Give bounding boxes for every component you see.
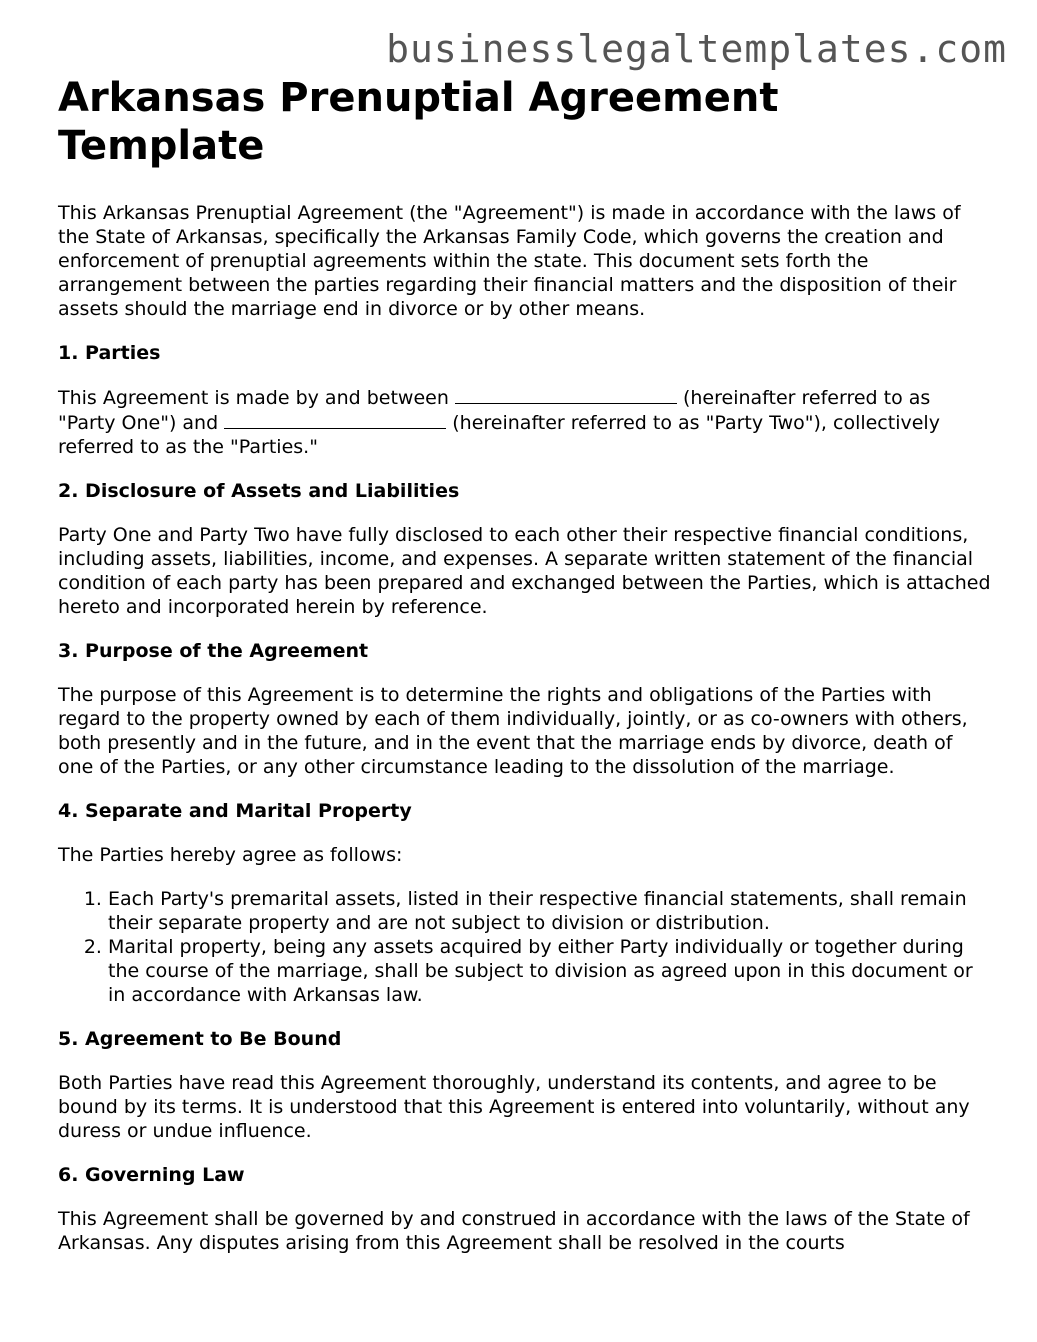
property-list xyxy=(58,887,993,1007)
parties-text-start: This Agreement is made by and between xyxy=(58,387,449,409)
purpose-paragraph: The purpose of this Agreement is to determine the rights and obligations of the Parties with regard to the property owned by each of them individually, jointly, or as co-owners with others, both presently and in the future, and in the event that the marriage ends by divorce, death of one of the Parties, or any other circumstance leading to the dissolution of the marriage. xyxy=(58,684,968,778)
document-title: Arkansas Prenuptial Agreement Template xyxy=(58,75,779,169)
section-heading-parties: 1. Parties xyxy=(58,342,161,364)
disclosure-paragraph: Party One and Party Two have fully disclosed to each other their respective financial conditions, including assets, liabilities, income, and expenses. A separate written statement of the financial condition of each party has been prepared and exchanged between the Parties, which is attached hereto and incorporated herein by reference. xyxy=(58,524,991,618)
parties-text-middle: (hereinafter referred to as "Party One") and xyxy=(58,387,931,434)
parties-paragraph xyxy=(58,385,993,459)
parties-text-end: (hereinafter referred to as "Party Two"), collectively referred to as the "Parties." xyxy=(58,412,940,458)
section-heading-disclosure: 2. Disclosure of Assets and Liabilities xyxy=(58,480,460,502)
law-paragraph: This Agreement shall be governed by and construed in accordance with the laws of the State of Arkansas. Any disputes arising from this Agreement shall be resolved in the courts xyxy=(58,1208,970,1254)
section-heading-bound: 5. Agreement to Be Bound xyxy=(58,1028,342,1050)
section-heading-property: 4. Separate and Marital Property xyxy=(58,800,412,822)
intro-paragraph: This Arkansas Prenuptial Agreement (the "Agreement") is made in accordance with the laws of the State of Arkansas, specifically the Arkansas Family Code, which governs the creation and enforcement of prenuptial agreements within the state. This document sets forth the arrangement between the parties regarding their financial matters and the disposition of their assets should the marriage end in divorce or by other means. xyxy=(58,202,961,320)
watermark: businesslegaltemplates.com xyxy=(386,27,1007,71)
bound-paragraph: Both Parties have read this Agreement thoroughly, understand its contents, and agree to be bound by its terms. It is understood that this Agreement is entered into voluntarily, without any duress or undue influence. xyxy=(58,1072,970,1142)
section-heading-law: 6. Governing Law xyxy=(58,1164,245,1186)
party-one-blank[interactable] xyxy=(455,385,677,404)
list-item: 2. Marital property, being any assets acquired by either Party individually or together during the course of the marriage, shall be subject to division as agreed upon in this document or in accordance with Arkansas law. xyxy=(108,935,993,1007)
property-paragraph: The Parties hereby agree as follows: xyxy=(58,844,403,866)
document-page xyxy=(58,74,993,1255)
list-item: 1. Each Party's premarital assets, listed in their respective financial statements, shall remain their separate property and are not subject to division or distribution. xyxy=(108,887,993,935)
section-heading-purpose: 3. Purpose of the Agreement xyxy=(58,640,369,662)
party-two-blank[interactable] xyxy=(224,410,446,429)
